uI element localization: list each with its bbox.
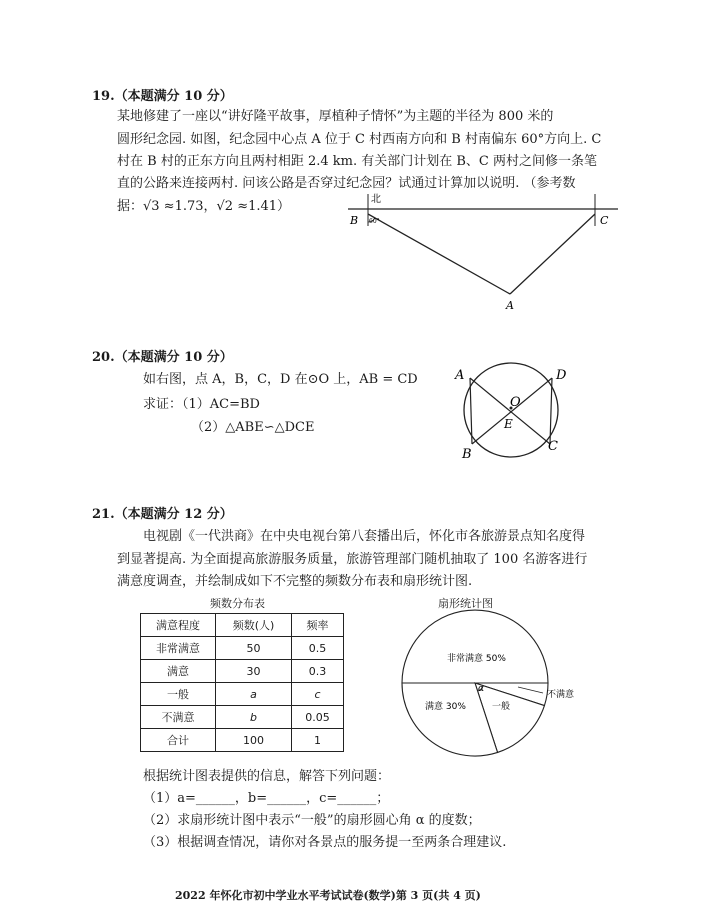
table-cell: b xyxy=(216,706,292,729)
table-header-cell: 频数(人) xyxy=(216,614,292,637)
table-cell: 50 xyxy=(216,637,292,660)
q19-line-5: 据：√3 ≈1.73，√2 ≈1.41） xyxy=(117,199,291,214)
pie-label-satisfied: 满意 30% xyxy=(425,702,466,712)
segment-ca xyxy=(510,214,595,294)
point-a-label: A xyxy=(506,299,514,312)
table-row xyxy=(141,637,344,660)
q19-line-1: 某地修建了一座以“讲好隆平故事，厚植种子情怀”为主题的半径为 800 米的 xyxy=(117,109,554,124)
chord-bd xyxy=(472,378,552,444)
label-c: C xyxy=(548,439,558,454)
table-header-cell: 满意程度 xyxy=(141,614,216,637)
table-row xyxy=(141,706,344,729)
pie-label-alpha: α xyxy=(478,684,485,694)
label-d: D xyxy=(556,368,567,383)
circle-o xyxy=(464,363,558,457)
chord-ac xyxy=(470,378,550,444)
table-cell: 0.3 xyxy=(292,660,344,683)
label-o: O xyxy=(510,395,521,410)
table-cell: 100 xyxy=(216,729,292,752)
q20-line-1: 如右图，点 A，B，C，D 在⊙O 上，AB = CD xyxy=(143,372,418,387)
q21-header: 21.（本题满分 12 分） xyxy=(92,507,233,522)
label-e: E xyxy=(504,417,513,431)
table-cell: 0.05 xyxy=(292,706,344,729)
table-header-row xyxy=(141,614,344,637)
angle-label: 60° xyxy=(369,218,380,225)
q21-line-3: 满意度调查，并绘制成如下不完整的频数分布表和扇形统计图. xyxy=(117,574,473,589)
table-row xyxy=(141,683,344,706)
q19-line-4: 直的公路来连接两村. 问该公路是否穿过纪念园？试通过计算加以说明. （参考数 xyxy=(117,176,576,191)
table-cell: 1 xyxy=(292,729,344,752)
q20-prove-1: 求证：（1）AC=BD xyxy=(143,397,260,412)
q19-line-3: 村在 B 村的正东方向且两村相距 2.4 km. 有关部门计划在 B、C 两村之间修一条笔 xyxy=(117,154,597,169)
table-cell: c xyxy=(292,683,344,706)
pie-label-very: 非常满意 50% xyxy=(447,654,506,664)
pie-label-general: 一般 xyxy=(492,702,511,712)
q21-question-2: （2）求扇形统计图中表示“一般”的扇形圆心角 α 的度数； xyxy=(143,813,481,828)
q20-figure xyxy=(450,362,570,462)
q19-figure xyxy=(340,190,630,312)
table-cell: 满意 xyxy=(141,660,216,683)
q21-line-1: 电视剧《一代洪商》在中央电视台第八套播出后，怀化市各旅游景点知名度得 xyxy=(143,529,586,544)
pie-slice-very-satisfied xyxy=(402,610,548,683)
table-cell: 0.5 xyxy=(292,637,344,660)
table-cell: 非常满意 xyxy=(141,637,216,660)
frequency-table xyxy=(140,613,344,752)
table-cell: 不满意 xyxy=(141,706,216,729)
pie-title: 扇形统计图 xyxy=(438,597,493,610)
pie-label-unsatisfied: 不满意 xyxy=(547,690,575,700)
page-footer: 2022 年怀化市初中学业水平考试试卷(数学)第 3 页(共 4 页) xyxy=(175,889,481,902)
label-b: B xyxy=(462,447,472,462)
table-row xyxy=(141,660,344,683)
table-cell: 一般 xyxy=(141,683,216,706)
q19-header: 19.（本题满分 10 分） xyxy=(92,89,233,104)
label-a: A xyxy=(455,368,465,383)
segment-ba xyxy=(368,214,510,294)
q21-question-1: （1）a=______，b=______，c=______； xyxy=(143,791,390,806)
point-b-label: B xyxy=(350,214,359,227)
q19-line-2: 圆形纪念园. 如图，纪念园中心点 A 位于 C 村西南方向和 B 村南偏东 60°方向上. C xyxy=(117,132,602,147)
table-title: 频数分布表 xyxy=(210,597,265,610)
q21-line-2: 到显著提高. 为全面提高旅游服务质量，旅游管理部门随机抽取了 100 名游客进行 xyxy=(117,552,588,567)
q21-question-3: （3）根据调查情况，请你对各景点的服务提一至两条合理建议. xyxy=(143,835,507,850)
q21-questions-intro: 根据统计图表提供的信息，解答下列问题： xyxy=(143,769,391,784)
q20-header: 20.（本题满分 10 分） xyxy=(92,350,233,365)
point-c-label: C xyxy=(600,214,609,227)
q20-prove-2: （2）△ABE∽△DCE xyxy=(191,420,315,435)
table-row xyxy=(141,729,344,752)
north-label: 北 xyxy=(371,194,381,205)
table-header-cell: 频率 xyxy=(292,614,344,637)
table-cell: a xyxy=(216,683,292,706)
pie-chart xyxy=(395,605,605,765)
table-cell: 30 xyxy=(216,660,292,683)
table-cell: 合计 xyxy=(141,729,216,752)
